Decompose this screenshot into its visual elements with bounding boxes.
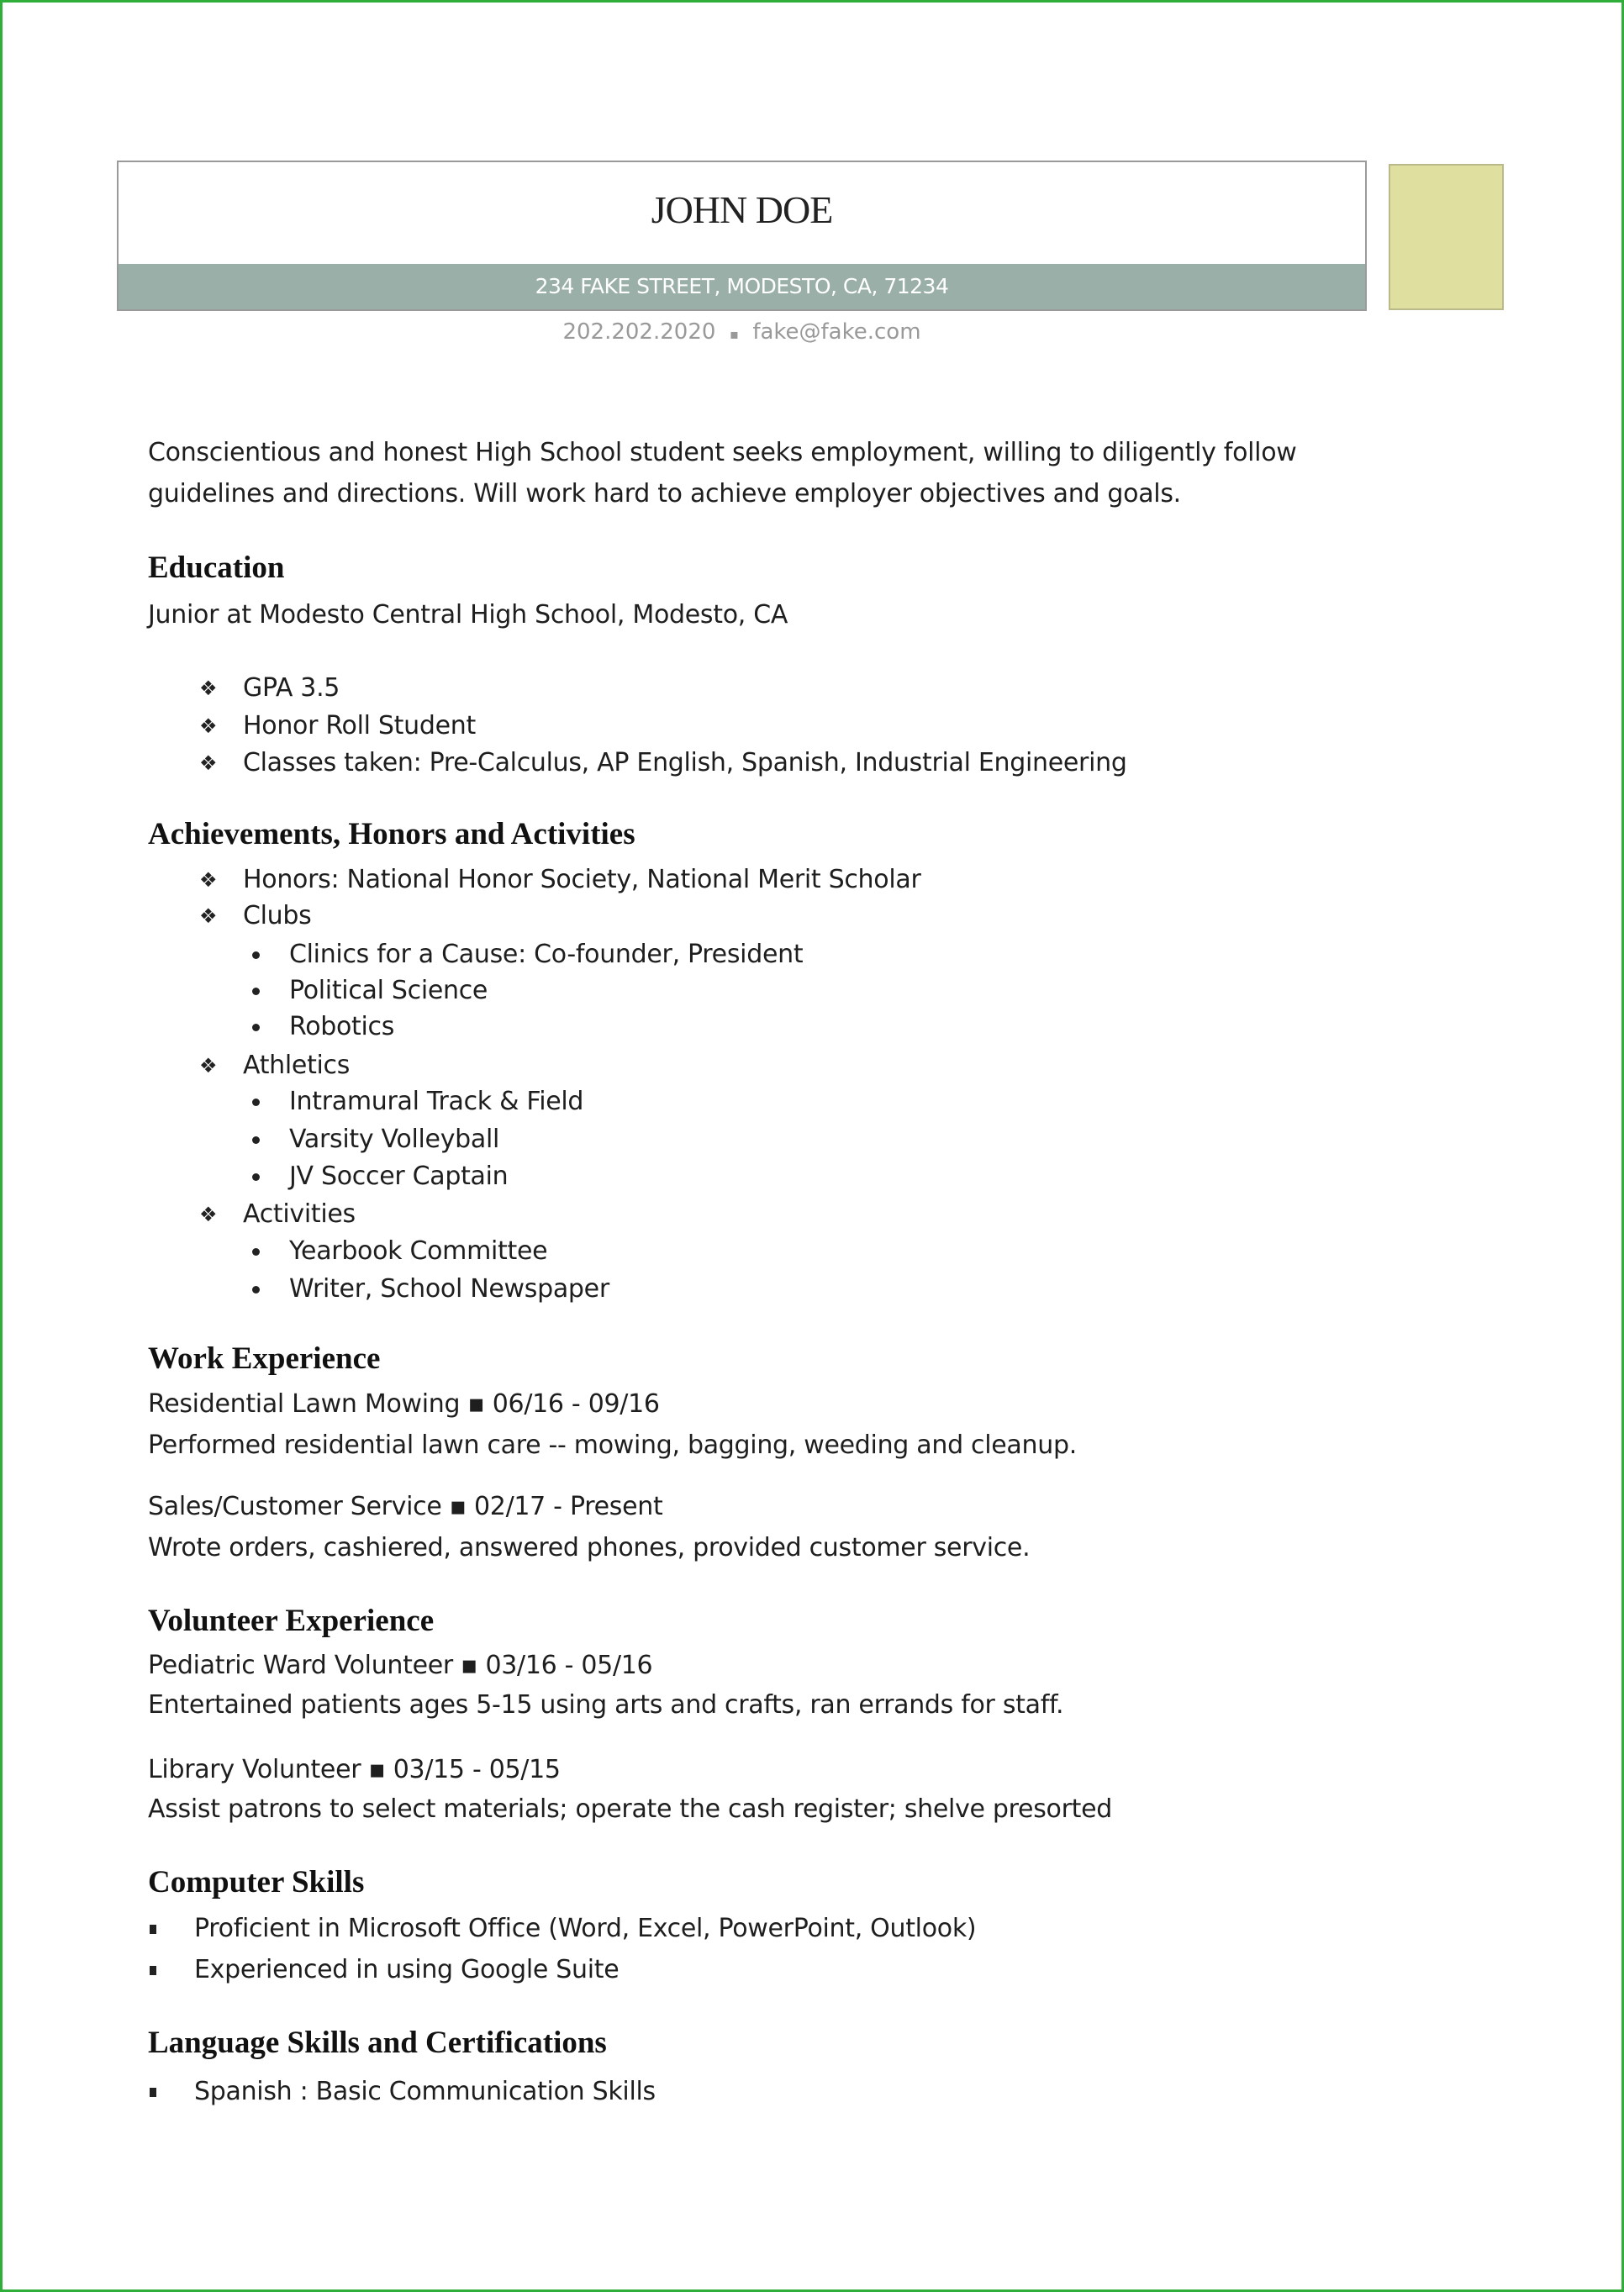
diamond-bullet-icon: ❖ bbox=[199, 677, 218, 700]
sub-list-item: Varsity Volleyball bbox=[289, 1125, 500, 1154]
job-title: Sales/Customer Service ▪ 02/17 - Present bbox=[148, 1492, 663, 1521]
list-item: Spanish : Basic Communication Skills bbox=[194, 2077, 656, 2106]
sub-list-item: Political Science bbox=[289, 976, 488, 1005]
contact-line bbox=[117, 317, 1367, 350]
volunteer-description: Assist patrons to select materials; operate the cash register; shelve presorted bbox=[148, 1794, 1112, 1824]
sub-list-item: Robotics bbox=[289, 1012, 395, 1041]
volunteer-title: Library Volunteer ▪ 03/15 - 05/15 bbox=[148, 1755, 561, 1784]
diamond-bullet-icon: ❖ bbox=[199, 868, 218, 892]
bullet-icon bbox=[252, 1248, 260, 1256]
section-heading-computer: Computer Skills bbox=[148, 1865, 365, 1899]
job-title: Residential Lawn Mowing ▪ 06/16 - 09/16 bbox=[148, 1389, 660, 1419]
header-box bbox=[117, 161, 1367, 311]
section-heading-work: Work Experience bbox=[148, 1341, 381, 1376]
job-description: Wrote orders, cashiered, answered phones, provided customer service. bbox=[148, 1533, 1031, 1562]
school: Junior at Modesto Central High School, Modesto, CA bbox=[148, 600, 788, 630]
accent-square bbox=[1389, 164, 1504, 310]
sub-list-item: JV Soccer Captain bbox=[289, 1162, 509, 1191]
list-item: Honors: National Honor Society, National Merit Scholar bbox=[243, 865, 921, 894]
sub-list-item: Yearbook Committee bbox=[289, 1236, 548, 1266]
summary-line: guidelines and directions. Will work hard to achieve employer objectives and goals. bbox=[148, 479, 1181, 508]
bullet-icon bbox=[252, 1173, 260, 1181]
bullet-icon bbox=[252, 1024, 260, 1031]
job-description: Performed residential lawn care -- mowing, bagging, weeding and cleanup. bbox=[148, 1431, 1077, 1460]
bullet-icon bbox=[252, 1099, 260, 1106]
volunteer-title: Pediatric Ward Volunteer ▪ 03/16 - 05/16 bbox=[148, 1651, 653, 1680]
summary-line: Conscientious and honest High School student seeks employment, willing to diligently follow bbox=[148, 438, 1297, 467]
email: fake@fake.com bbox=[752, 319, 921, 345]
volunteer-description: Entertained patients ages 5-15 using arts and crafts, ran errands for staff. bbox=[148, 1690, 1064, 1720]
square-bullet-icon bbox=[150, 1966, 156, 1975]
sub-list-item: Clinics for a Cause: Co-founder, President bbox=[289, 940, 804, 969]
square-bullet-icon bbox=[150, 1925, 156, 1934]
address-band: 234 FAKE STREET, MODESTO, CA, 71234 bbox=[119, 264, 1365, 309]
section-heading-education: Education bbox=[148, 551, 285, 585]
bullet-icon bbox=[252, 1136, 260, 1144]
sub-list-item: Intramural Track & Field bbox=[289, 1087, 584, 1116]
bullet-icon bbox=[252, 951, 260, 959]
section-heading-language: Language Skills and Certifications bbox=[148, 2026, 607, 2060]
list-item: Activities bbox=[243, 1199, 356, 1229]
square-bullet-icon bbox=[150, 2088, 156, 2097]
separator: ▪ bbox=[729, 326, 739, 342]
diamond-bullet-icon: ❖ bbox=[199, 904, 218, 928]
section-heading-volunteer: Volunteer Experience bbox=[148, 1604, 435, 1638]
list-item: Proficient in Microsoft Office (Word, Excel, PowerPoint, Outlook) bbox=[194, 1914, 977, 1943]
bullet-icon bbox=[252, 988, 260, 995]
section-heading-achievements: Achievements, Honors and Activities bbox=[148, 817, 635, 851]
list-item: Athletics bbox=[243, 1051, 351, 1080]
bullet-icon bbox=[252, 1286, 260, 1294]
list-item: Honor Roll Student bbox=[243, 711, 476, 740]
list-item: Classes taken: Pre-Calculus, AP English, Spanish, Industrial Engineering bbox=[243, 748, 1127, 777]
list-item: Clubs bbox=[243, 901, 312, 930]
list-item: Experienced in using Google Suite bbox=[194, 1955, 620, 1984]
diamond-bullet-icon: ❖ bbox=[199, 714, 218, 738]
diamond-bullet-icon: ❖ bbox=[199, 1054, 218, 1078]
phone: 202.202.2020 bbox=[562, 319, 716, 345]
diamond-bullet-icon: ❖ bbox=[199, 1203, 218, 1226]
list-item: GPA 3.5 bbox=[243, 673, 340, 703]
sub-list-item: Writer, School Newspaper bbox=[289, 1274, 609, 1304]
diamond-bullet-icon: ❖ bbox=[199, 751, 218, 775]
name-title: JOHN DOE bbox=[651, 188, 833, 231]
